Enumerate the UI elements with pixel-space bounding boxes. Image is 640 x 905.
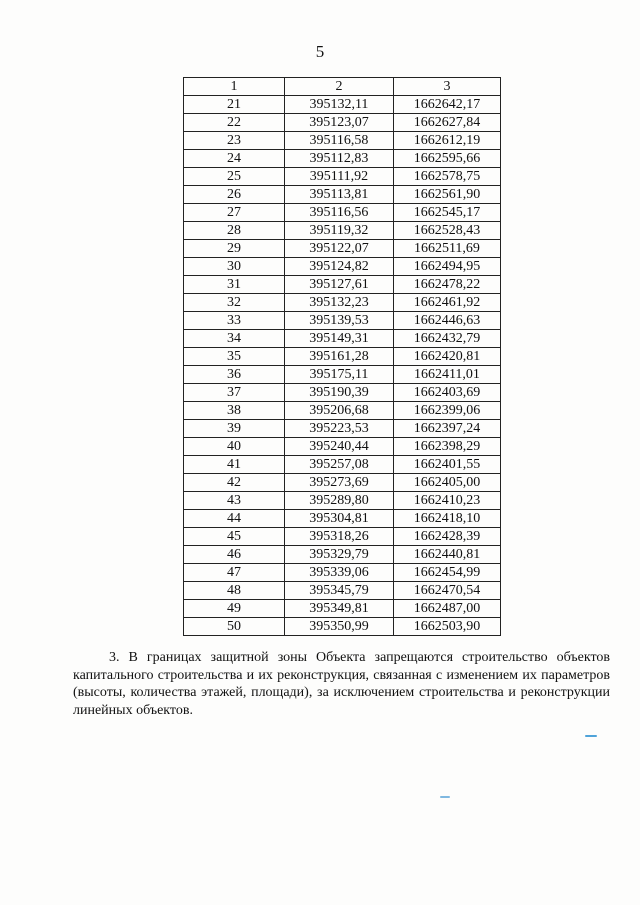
y-coordinate-cell: 1662418,10 xyxy=(393,510,500,528)
point-number-cell: 40 xyxy=(184,438,285,456)
y-coordinate-cell: 1662446,63 xyxy=(393,312,500,330)
y-coordinate-cell: 1662403,69 xyxy=(393,384,500,402)
restriction-paragraph: 3. В границах защитной зоны Объекта запрещаются строительство объектов капитального строительства и их реконструкция, связанная с изменением их параметров (высоты, количества этажей, площади), за исключением строительства и реконструкции линейных объектов. xyxy=(73,650,610,718)
y-coordinate-cell: 1662595,66 xyxy=(393,150,500,168)
x-coordinate-cell: 395132,23 xyxy=(285,294,394,312)
x-coordinate-cell: 395190,39 xyxy=(285,384,394,402)
y-coordinate-cell: 1662503,90 xyxy=(393,618,500,636)
point-number-cell: 24 xyxy=(184,150,285,168)
y-coordinate-cell: 1662411,01 xyxy=(393,366,500,384)
y-coordinate-cell: 1662397,24 xyxy=(393,420,500,438)
point-number-cell: 43 xyxy=(184,492,285,510)
point-number-cell: 49 xyxy=(184,600,285,618)
table-row xyxy=(184,132,501,150)
y-coordinate-cell: 1662401,55 xyxy=(393,456,500,474)
x-coordinate-cell: 395122,07 xyxy=(285,240,394,258)
table-header-row xyxy=(184,78,501,96)
table-row xyxy=(184,204,501,222)
point-number-cell: 39 xyxy=(184,420,285,438)
x-coordinate-cell: 395350,99 xyxy=(285,618,394,636)
header-cell-3: 3 xyxy=(393,78,500,96)
point-number-cell: 26 xyxy=(184,186,285,204)
x-coordinate-cell: 395206,68 xyxy=(285,402,394,420)
coordinates-table-body xyxy=(184,78,501,636)
table-row xyxy=(184,438,501,456)
x-coordinate-cell: 395175,11 xyxy=(285,366,394,384)
point-number-cell: 21 xyxy=(184,96,285,114)
point-number-cell: 23 xyxy=(184,132,285,150)
y-coordinate-cell: 1662461,92 xyxy=(393,294,500,312)
table-row xyxy=(184,240,501,258)
point-number-cell: 28 xyxy=(184,222,285,240)
table-row xyxy=(184,546,501,564)
page-number: 5 xyxy=(315,42,325,61)
y-coordinate-cell: 1662528,43 xyxy=(393,222,500,240)
x-coordinate-cell: 395127,61 xyxy=(285,276,394,294)
x-coordinate-cell: 395124,82 xyxy=(285,258,394,276)
point-number-cell: 30 xyxy=(184,258,285,276)
point-number-cell: 33 xyxy=(184,312,285,330)
table-row xyxy=(184,168,501,186)
ink-mark xyxy=(440,796,450,798)
x-coordinate-cell: 395119,32 xyxy=(285,222,394,240)
point-number-cell: 22 xyxy=(184,114,285,132)
point-number-cell: 36 xyxy=(184,366,285,384)
point-number-cell: 25 xyxy=(184,168,285,186)
y-coordinate-cell: 1662478,22 xyxy=(393,276,500,294)
y-coordinate-cell: 1662420,81 xyxy=(393,348,500,366)
header-cell-1: 1 xyxy=(184,78,285,96)
x-coordinate-cell: 395132,11 xyxy=(285,96,394,114)
x-coordinate-cell: 395123,07 xyxy=(285,114,394,132)
point-number-cell: 50 xyxy=(184,618,285,636)
x-coordinate-cell: 395113,81 xyxy=(285,186,394,204)
table-row xyxy=(184,402,501,420)
x-coordinate-cell: 395257,08 xyxy=(285,456,394,474)
x-coordinate-cell: 395116,56 xyxy=(285,204,394,222)
table-row xyxy=(184,528,501,546)
y-coordinate-cell: 1662405,00 xyxy=(393,474,500,492)
y-coordinate-cell: 1662470,54 xyxy=(393,582,500,600)
table-row xyxy=(184,474,501,492)
x-coordinate-cell: 395139,53 xyxy=(285,312,394,330)
table-row xyxy=(184,456,501,474)
point-number-cell: 48 xyxy=(184,582,285,600)
table-row xyxy=(184,186,501,204)
y-coordinate-cell: 1662410,23 xyxy=(393,492,500,510)
table-row xyxy=(184,384,501,402)
point-number-cell: 34 xyxy=(184,330,285,348)
x-coordinate-cell: 395318,26 xyxy=(285,528,394,546)
y-coordinate-cell: 1662627,84 xyxy=(393,114,500,132)
point-number-cell: 47 xyxy=(184,564,285,582)
x-coordinate-cell: 395116,58 xyxy=(285,132,394,150)
point-number-cell: 29 xyxy=(184,240,285,258)
table-row xyxy=(184,258,501,276)
x-coordinate-cell: 395161,28 xyxy=(285,348,394,366)
y-coordinate-cell: 1662494,95 xyxy=(393,258,500,276)
x-coordinate-cell: 395240,44 xyxy=(285,438,394,456)
x-coordinate-cell: 395345,79 xyxy=(285,582,394,600)
point-number-cell: 45 xyxy=(184,528,285,546)
table-row xyxy=(184,366,501,384)
point-number-cell: 37 xyxy=(184,384,285,402)
y-coordinate-cell: 1662642,17 xyxy=(393,96,500,114)
table-row xyxy=(184,600,501,618)
y-coordinate-cell: 1662398,29 xyxy=(393,438,500,456)
x-coordinate-cell: 395349,81 xyxy=(285,600,394,618)
y-coordinate-cell: 1662399,06 xyxy=(393,402,500,420)
x-coordinate-cell: 395329,79 xyxy=(285,546,394,564)
point-number-cell: 44 xyxy=(184,510,285,528)
point-number-cell: 41 xyxy=(184,456,285,474)
table-row xyxy=(184,510,501,528)
x-coordinate-cell: 395112,83 xyxy=(285,150,394,168)
x-coordinate-cell: 395273,69 xyxy=(285,474,394,492)
point-number-cell: 46 xyxy=(184,546,285,564)
table-row xyxy=(184,96,501,114)
ink-mark xyxy=(585,735,597,737)
table-row xyxy=(184,618,501,636)
y-coordinate-cell: 1662454,99 xyxy=(393,564,500,582)
x-coordinate-cell: 395223,53 xyxy=(285,420,394,438)
y-coordinate-cell: 1662432,79 xyxy=(393,330,500,348)
y-coordinate-cell: 1662487,00 xyxy=(393,600,500,618)
y-coordinate-cell: 1662511,69 xyxy=(393,240,500,258)
point-number-cell: 27 xyxy=(184,204,285,222)
table-row xyxy=(184,348,501,366)
x-coordinate-cell: 395289,80 xyxy=(285,492,394,510)
table-row xyxy=(184,330,501,348)
table-row xyxy=(184,582,501,600)
table-row xyxy=(184,276,501,294)
table-row xyxy=(184,564,501,582)
coordinates-table xyxy=(183,77,501,636)
table-row xyxy=(184,222,501,240)
point-number-cell: 35 xyxy=(184,348,285,366)
x-coordinate-cell: 395304,81 xyxy=(285,510,394,528)
table-row xyxy=(184,420,501,438)
y-coordinate-cell: 1662545,17 xyxy=(393,204,500,222)
table-row xyxy=(184,114,501,132)
y-coordinate-cell: 1662578,75 xyxy=(393,168,500,186)
table-row xyxy=(184,150,501,168)
x-coordinate-cell: 395339,06 xyxy=(285,564,394,582)
header-cell-2: 2 xyxy=(285,78,394,96)
table-row xyxy=(184,492,501,510)
y-coordinate-cell: 1662428,39 xyxy=(393,528,500,546)
point-number-cell: 38 xyxy=(184,402,285,420)
table-row xyxy=(184,312,501,330)
y-coordinate-cell: 1662561,90 xyxy=(393,186,500,204)
y-coordinate-cell: 1662612,19 xyxy=(393,132,500,150)
point-number-cell: 42 xyxy=(184,474,285,492)
point-number-cell: 32 xyxy=(184,294,285,312)
x-coordinate-cell: 395111,92 xyxy=(285,168,394,186)
x-coordinate-cell: 395149,31 xyxy=(285,330,394,348)
table-row xyxy=(184,294,501,312)
y-coordinate-cell: 1662440,81 xyxy=(393,546,500,564)
point-number-cell: 31 xyxy=(184,276,285,294)
